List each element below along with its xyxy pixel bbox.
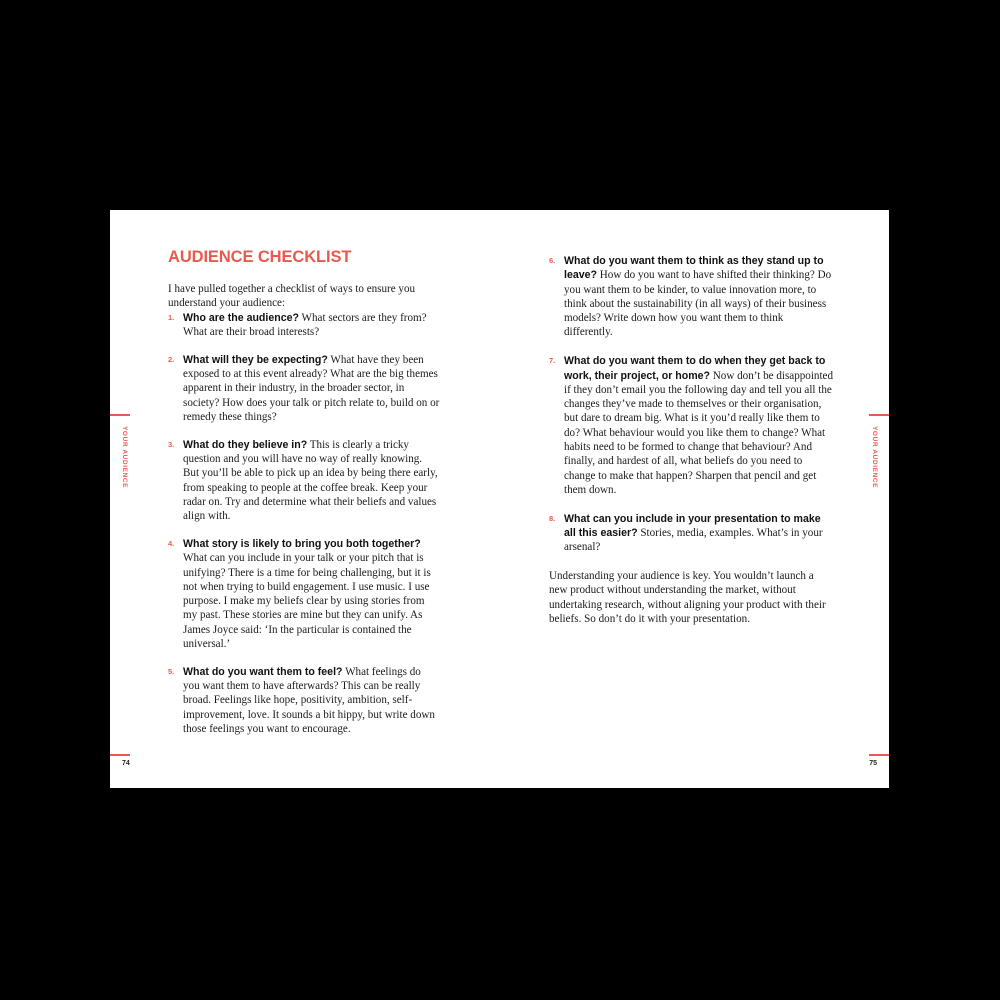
checklist-item-4 bbox=[168, 537, 440, 651]
book-spread bbox=[110, 210, 889, 788]
item-question: What do you want them to do when they get back to work, their project, or home? bbox=[564, 355, 826, 382]
closing-paragraph: Understanding your audience is key. You wouldn’t launch a new product without understanding the market, without undertaking research, without aligning your product with their beliefs. So don’t do it with your presentation. bbox=[549, 570, 826, 626]
checklist-item-1 bbox=[168, 311, 440, 340]
item-question: What do you want them to feel? bbox=[183, 665, 343, 678]
item-question: Who are the audience? bbox=[183, 311, 299, 324]
item-text: What sectors are they from? What are their broad interests? bbox=[183, 311, 427, 338]
item-number: 2. bbox=[168, 354, 175, 364]
right-column bbox=[549, 254, 834, 626]
section-tab-marker bbox=[869, 414, 889, 416]
item-text: What feelings do you want them to have afterwards? This can be really broad. Feelings like hope, positivity, ambition, self-improvement, love. It sounds a bit hippy, but write down those feelings you want to encourage. bbox=[183, 665, 435, 736]
checklist-item-8 bbox=[549, 512, 834, 555]
page-heading: AUDIENCE CHECKLIST bbox=[168, 248, 352, 266]
checklist-right bbox=[549, 254, 834, 555]
checklist-left bbox=[168, 311, 440, 737]
checklist-item-5 bbox=[168, 665, 440, 736]
item-question: What can you include in your presentation to make all this easier? bbox=[564, 512, 821, 540]
item-text: Now don’t be disappointed if they don’t email you the following day and tell you all the changes they’ve made to themselves or their organisation, but dare to dream big. What is it you’d really like them to do? What behaviour would you like them to change? What habits need to be formed to change that behaviour? And finally, and hardest of all, what beliefs do you need to change to make that happen? Sharpen that pencil and get them down. bbox=[564, 369, 834, 496]
item-number: 8. bbox=[549, 513, 556, 523]
item-text: How do you want to have shifted their thinking? Do you want them to be kinder, to value innovation more, to think about the sustainability (in all ways) of their business models? Write down how you want them to think differently. bbox=[564, 269, 832, 339]
left-column bbox=[168, 282, 440, 736]
item-question: What do they believe in? bbox=[183, 438, 308, 451]
item-text: What can you include in your talk or your pitch that is unifying? There is a time for being challenging, but it is not when trying to build engagement. I use music. I use purpose. I make my beliefs clear by using stories from my past. These stories are mine but they can unify. As James Joyce said: ‘In the particular is contained the universal.’ bbox=[183, 552, 431, 651]
item-number: 6. bbox=[549, 256, 556, 265]
left-page bbox=[110, 210, 499, 788]
item-text: What have they been exposed to at this event already? What are the big themes apparent in their industry, in the broader sector, in society? How does your talk or pitch relate to, build on or remedy these things? bbox=[183, 353, 440, 423]
checklist-item-2 bbox=[168, 353, 440, 424]
item-number: 1. bbox=[168, 312, 175, 322]
item-number: 3. bbox=[168, 439, 175, 449]
item-question: What story is likely to bring you both together? bbox=[183, 537, 421, 550]
section-tab-marker bbox=[110, 414, 130, 416]
item-number: 5. bbox=[168, 666, 175, 676]
item-text: Stories, media, examples. What’s in your arsenal? bbox=[564, 527, 823, 554]
footer-rule bbox=[869, 754, 889, 756]
section-label: YOUR AUDIENCE bbox=[121, 426, 128, 489]
page-number: 75 bbox=[869, 760, 877, 767]
right-page bbox=[499, 210, 889, 788]
item-text: This is clearly a tricky question and you will have no way of really knowing. But you’ll be able to pick up an idea by being there early, from speaking to people at the coffee break. Keep your radar on. Try and determine what their beliefs and values align with. bbox=[183, 438, 438, 523]
section-label: YOUR AUDIENCE bbox=[871, 426, 878, 489]
item-question: What will they be expecting? bbox=[183, 353, 328, 366]
checklist-item-3 bbox=[168, 438, 440, 524]
intro-paragraph: I have pulled together a checklist of ways to ensure you understand your audience: bbox=[168, 283, 416, 310]
item-number: 4. bbox=[168, 538, 175, 548]
item-number: 7. bbox=[549, 356, 556, 366]
checklist-item-6 bbox=[549, 254, 834, 340]
page-number: 74 bbox=[122, 760, 130, 767]
item-question: What do you want them to think as they stand up to leave? bbox=[564, 255, 824, 282]
footer-rule bbox=[110, 754, 130, 756]
checklist-item-7 bbox=[549, 354, 834, 497]
